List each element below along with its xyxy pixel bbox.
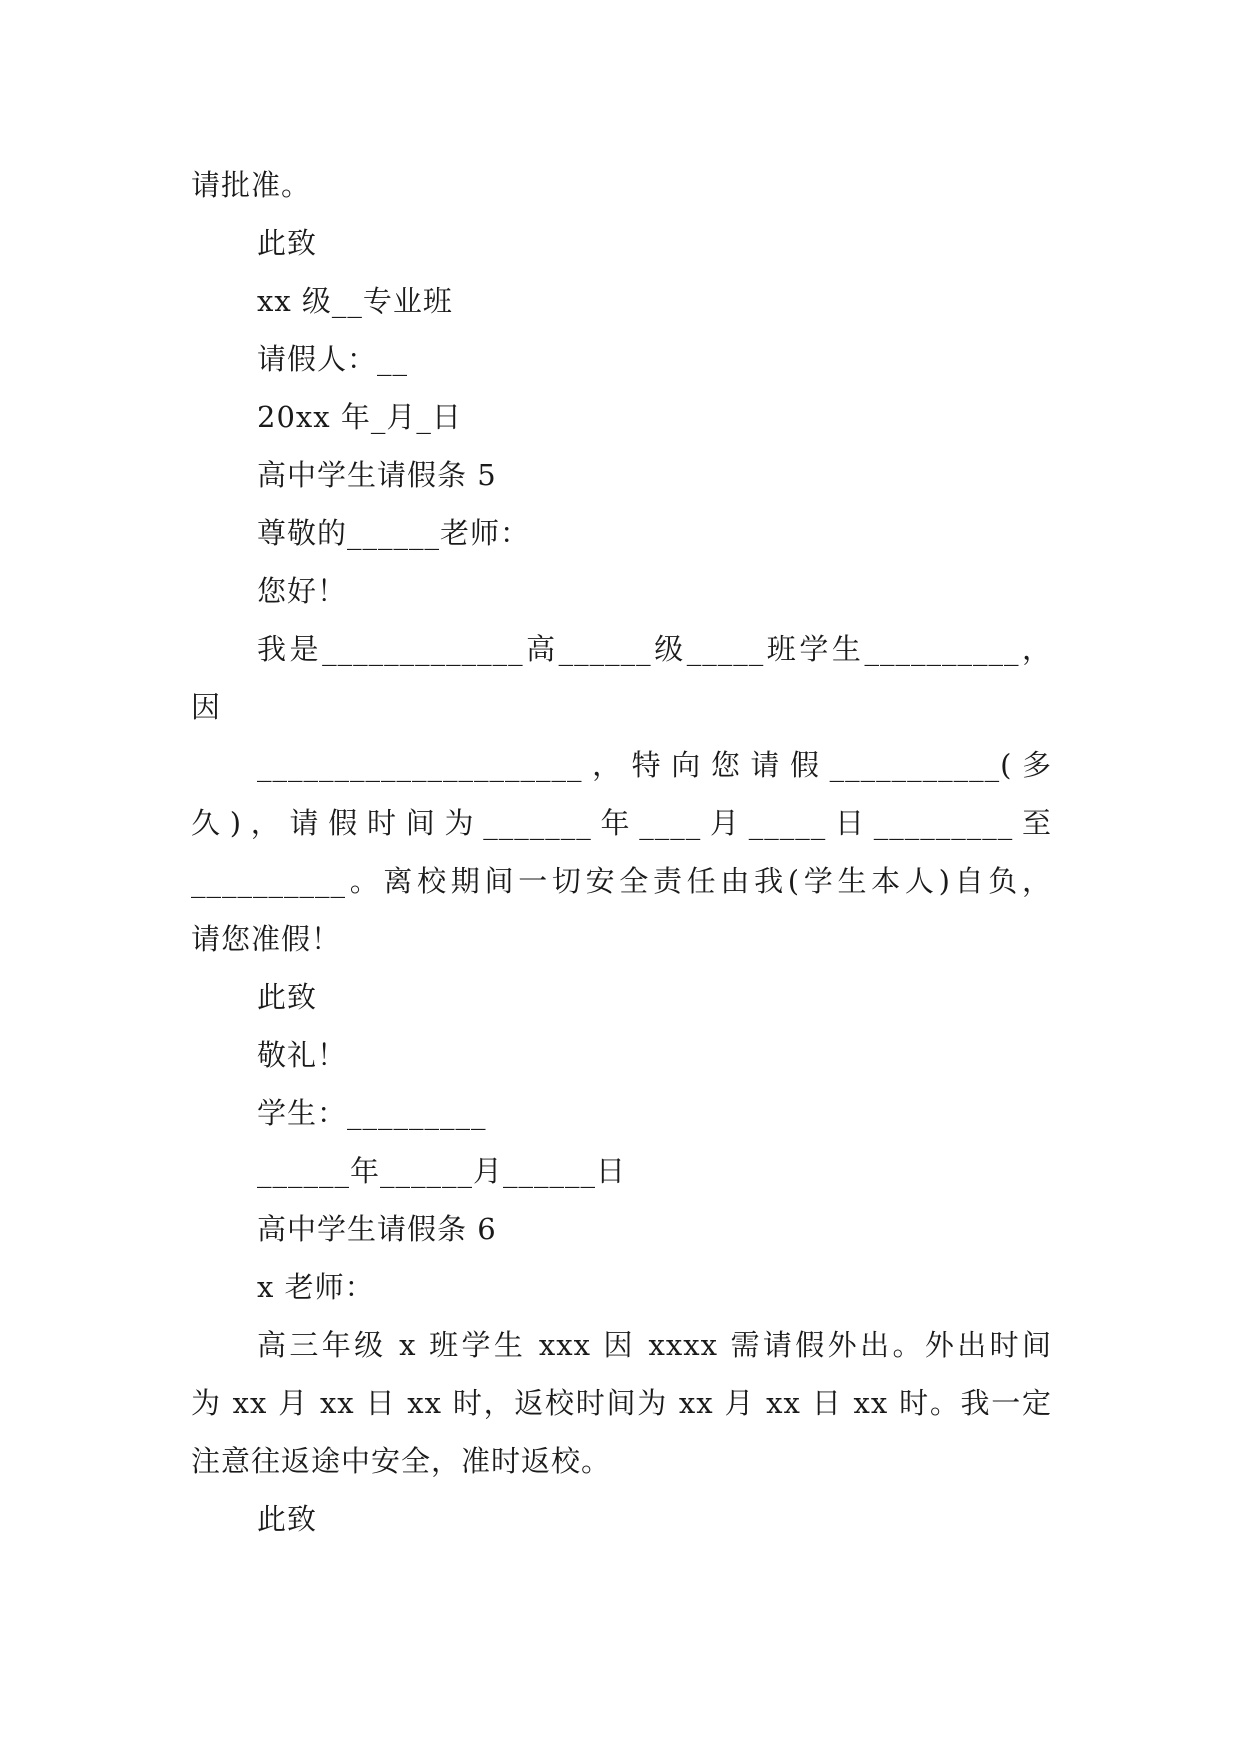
text-line: _____________________，特向您请假___________(多 <box>257 748 1052 782</box>
text-line: 因 <box>191 690 222 724</box>
text-line: __________。离校期间一切安全责任由我(学生本人)自负， <box>191 864 1052 898</box>
text-line: 20xx 年_月_日 <box>257 400 462 434</box>
text-line: 此致 <box>257 226 318 260</box>
salutation: 尊敬的______老师： <box>257 516 531 550</box>
closing: 此致 <box>257 1502 318 1536</box>
text-line: 为 xx 月 xx 日 xx 时，返校时间为 xx 月 xx 日 xx 时。我一定 <box>191 1386 1052 1420</box>
salutation: x 老师： <box>257 1270 375 1304</box>
text-line: 我是_____________高______级_____班学生__________， <box>257 632 1052 666</box>
closing: 此致 <box>257 980 318 1014</box>
text-line: xx 级__专业班 <box>257 284 453 318</box>
date-line: ______年______月______日 <box>257 1154 627 1188</box>
text-line: 请您准假！ <box>191 922 342 956</box>
text-line: 注意往返途中安全，准时返校。 <box>191 1444 612 1478</box>
text-line: 高三年级 x 班学生 xxx 因 xxxx 需请假外出。外出时间 <box>257 1328 1052 1362</box>
section-heading: 高中学生请假条 5 <box>257 458 497 492</box>
text-line: 请假人：__ <box>257 342 409 376</box>
text-line: 久)，请假时间为_______年____月_____日_________至 <box>191 806 1052 840</box>
closing: 敬礼！ <box>257 1038 348 1072</box>
greeting: 您好！ <box>257 574 348 608</box>
section-heading: 高中学生请假条 6 <box>257 1212 497 1246</box>
text-line: 请批准。 <box>191 168 312 202</box>
signature-line: 学生：_________ <box>257 1096 487 1130</box>
